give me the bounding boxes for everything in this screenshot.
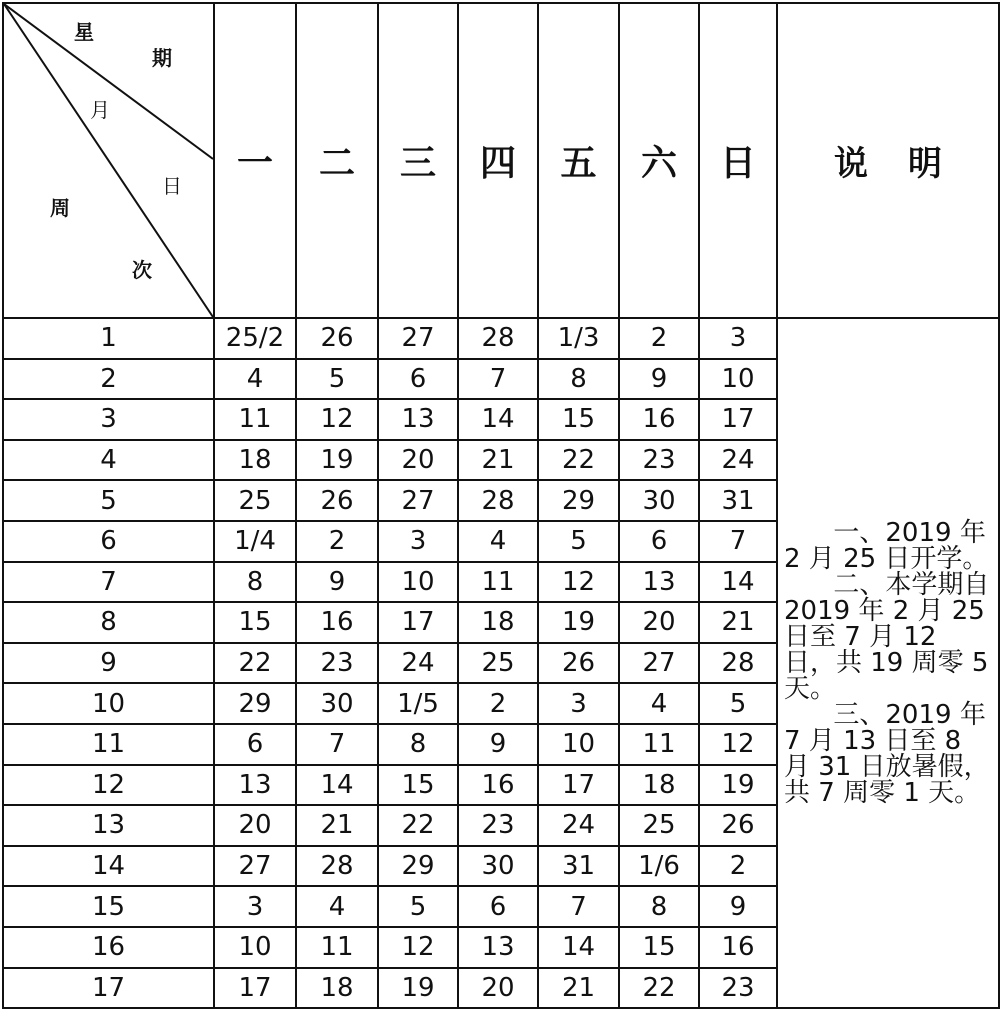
date-cell: 13 [619, 562, 699, 603]
date-cell: 28 [458, 318, 538, 359]
date-cell: 20 [619, 602, 699, 643]
date-cell: 1/6 [619, 846, 699, 887]
date-cell: 2 [296, 521, 378, 562]
date-cell: 18 [296, 968, 378, 1009]
date-cell: 6 [619, 521, 699, 562]
week-number-cell: 7 [3, 562, 214, 603]
note-paragraph: 三、2019 年 7 月 13 日至 8 月 31 日放暑假，共 7 周零 1 天。 [784, 700, 990, 809]
notes-header-part-2: 明 [908, 144, 942, 184]
date-cell: 21 [699, 602, 777, 643]
date-cell: 25/2 [214, 318, 296, 359]
date-cell: 27 [619, 643, 699, 684]
corner-label-yue: 月 [90, 98, 110, 122]
notes-header-part-1: 说 [834, 144, 868, 184]
date-cell: 13 [378, 399, 458, 440]
week-number-cell: 6 [3, 521, 214, 562]
corner-label-qi: 期 [152, 46, 172, 70]
date-cell: 18 [458, 602, 538, 643]
date-cell: 3 [214, 886, 296, 927]
date-cell: 3 [699, 318, 777, 359]
date-cell: 13 [214, 765, 296, 806]
week-number-cell: 2 [3, 359, 214, 400]
date-cell: 18 [214, 440, 296, 481]
note-paragraph: 一、2019 年 2 月 25 日开学。 [784, 518, 989, 575]
date-cell: 29 [538, 480, 619, 521]
date-cell: 14 [699, 562, 777, 603]
date-cell: 4 [458, 521, 538, 562]
date-cell: 22 [619, 968, 699, 1009]
date-cell: 15 [538, 399, 619, 440]
school-calendar-table [2, 2, 1000, 1009]
date-cell: 5 [538, 521, 619, 562]
week-number-cell: 5 [3, 480, 214, 521]
day-header-wed: 三 [378, 3, 458, 318]
date-cell: 9 [699, 886, 777, 927]
week-number-cell: 14 [3, 846, 214, 887]
note-paragraph: 二、本学期自 2019 年 2 月 25 日至 7 月 12 日，共 19 周零 5 天。 [784, 570, 990, 705]
date-cell: 9 [296, 562, 378, 603]
day-header-fri: 五 [538, 3, 619, 318]
date-cell: 13 [458, 927, 538, 968]
date-cell: 27 [378, 318, 458, 359]
notes-cell [777, 318, 999, 1008]
date-cell: 27 [378, 480, 458, 521]
date-cell: 14 [538, 927, 619, 968]
date-cell: 10 [538, 724, 619, 765]
date-cell: 31 [538, 846, 619, 887]
header-row [3, 3, 999, 318]
date-cell: 30 [458, 846, 538, 887]
date-cell: 15 [214, 602, 296, 643]
date-cell: 28 [458, 480, 538, 521]
corner-label-ci: 次 [132, 258, 152, 282]
date-cell: 26 [699, 805, 777, 846]
week-number-cell: 9 [3, 643, 214, 684]
date-cell: 12 [538, 562, 619, 603]
date-cell: 9 [458, 724, 538, 765]
date-cell: 12 [378, 927, 458, 968]
date-cell: 7 [296, 724, 378, 765]
date-cell: 30 [619, 480, 699, 521]
date-cell: 26 [296, 318, 378, 359]
date-cell: 10 [378, 562, 458, 603]
corner-header-cell [3, 3, 214, 318]
date-cell: 1/4 [214, 521, 296, 562]
week-number-cell: 16 [3, 927, 214, 968]
date-cell: 23 [619, 440, 699, 481]
date-cell: 19 [538, 602, 619, 643]
date-cell: 16 [296, 602, 378, 643]
date-cell: 26 [296, 480, 378, 521]
date-cell: 11 [619, 724, 699, 765]
date-cell: 16 [619, 399, 699, 440]
date-cell: 11 [296, 927, 378, 968]
date-cell: 6 [214, 724, 296, 765]
week-number-cell: 8 [3, 602, 214, 643]
date-cell: 30 [296, 683, 378, 724]
date-cell: 22 [378, 805, 458, 846]
date-cell: 17 [214, 968, 296, 1009]
corner-label-xing: 星 [74, 20, 94, 44]
date-cell: 1/3 [538, 318, 619, 359]
date-cell: 31 [699, 480, 777, 521]
date-cell: 1/5 [378, 683, 458, 724]
date-cell: 8 [214, 562, 296, 603]
date-cell: 9 [619, 359, 699, 400]
date-cell: 11 [214, 399, 296, 440]
week-number-cell: 4 [3, 440, 214, 481]
date-cell: 14 [458, 399, 538, 440]
date-cell: 23 [296, 643, 378, 684]
date-cell: 27 [214, 846, 296, 887]
date-cell: 22 [538, 440, 619, 481]
date-cell: 26 [538, 643, 619, 684]
date-cell: 29 [378, 846, 458, 887]
date-cell: 22 [214, 643, 296, 684]
date-cell: 25 [214, 480, 296, 521]
date-cell: 2 [699, 846, 777, 887]
date-cell: 6 [458, 886, 538, 927]
date-cell: 5 [699, 683, 777, 724]
date-cell: 4 [296, 886, 378, 927]
date-cell: 20 [458, 968, 538, 1009]
corner-diagonal-lines [4, 4, 213, 317]
week-number-cell: 1 [3, 318, 214, 359]
week-number-cell: 3 [3, 399, 214, 440]
date-cell: 19 [296, 440, 378, 481]
date-cell: 21 [296, 805, 378, 846]
notes-header [777, 3, 999, 318]
date-cell: 17 [538, 765, 619, 806]
date-cell: 23 [699, 968, 777, 1009]
date-cell: 25 [619, 805, 699, 846]
week-number-cell: 12 [3, 765, 214, 806]
date-cell: 28 [699, 643, 777, 684]
date-cell: 2 [458, 683, 538, 724]
date-cell: 8 [378, 724, 458, 765]
date-cell: 17 [699, 399, 777, 440]
day-header-sat: 六 [619, 3, 699, 318]
date-cell: 24 [699, 440, 777, 481]
date-cell: 7 [699, 521, 777, 562]
date-cell: 7 [538, 886, 619, 927]
day-header-tue: 二 [296, 3, 378, 318]
date-cell: 19 [699, 765, 777, 806]
date-cell: 4 [214, 359, 296, 400]
week-number-cell: 11 [3, 724, 214, 765]
date-cell: 24 [378, 643, 458, 684]
date-cell: 5 [296, 359, 378, 400]
date-cell: 12 [296, 399, 378, 440]
date-cell: 8 [619, 886, 699, 927]
date-cell: 20 [378, 440, 458, 481]
date-cell: 3 [538, 683, 619, 724]
date-cell: 4 [619, 683, 699, 724]
date-cell: 21 [458, 440, 538, 481]
date-cell: 24 [538, 805, 619, 846]
week-number-cell: 10 [3, 683, 214, 724]
date-cell: 10 [214, 927, 296, 968]
date-cell: 15 [619, 927, 699, 968]
date-cell: 7 [458, 359, 538, 400]
week-number-cell: 13 [3, 805, 214, 846]
date-cell: 29 [214, 683, 296, 724]
date-cell: 3 [378, 521, 458, 562]
week-number-cell: 17 [3, 968, 214, 1009]
date-cell: 11 [458, 562, 538, 603]
day-header-sun: 日 [699, 3, 777, 318]
date-cell: 5 [378, 886, 458, 927]
date-cell: 16 [458, 765, 538, 806]
date-cell: 16 [699, 927, 777, 968]
date-cell: 2 [619, 318, 699, 359]
date-cell: 28 [296, 846, 378, 887]
corner-label-ri: 日 [162, 174, 182, 198]
date-cell: 10 [699, 359, 777, 400]
date-cell: 8 [538, 359, 619, 400]
date-cell: 21 [538, 968, 619, 1009]
date-cell: 20 [214, 805, 296, 846]
date-cell: 12 [699, 724, 777, 765]
date-cell: 6 [378, 359, 458, 400]
day-header-mon: 一 [214, 3, 296, 318]
date-cell: 19 [378, 968, 458, 1009]
date-cell: 25 [458, 643, 538, 684]
corner-label-zhou: 周 [50, 196, 70, 220]
day-header-thu: 四 [458, 3, 538, 318]
date-cell: 14 [296, 765, 378, 806]
date-cell: 23 [458, 805, 538, 846]
date-cell: 15 [378, 765, 458, 806]
date-cell: 18 [619, 765, 699, 806]
table-row [3, 318, 999, 359]
date-cell: 17 [378, 602, 458, 643]
week-number-cell: 15 [3, 886, 214, 927]
